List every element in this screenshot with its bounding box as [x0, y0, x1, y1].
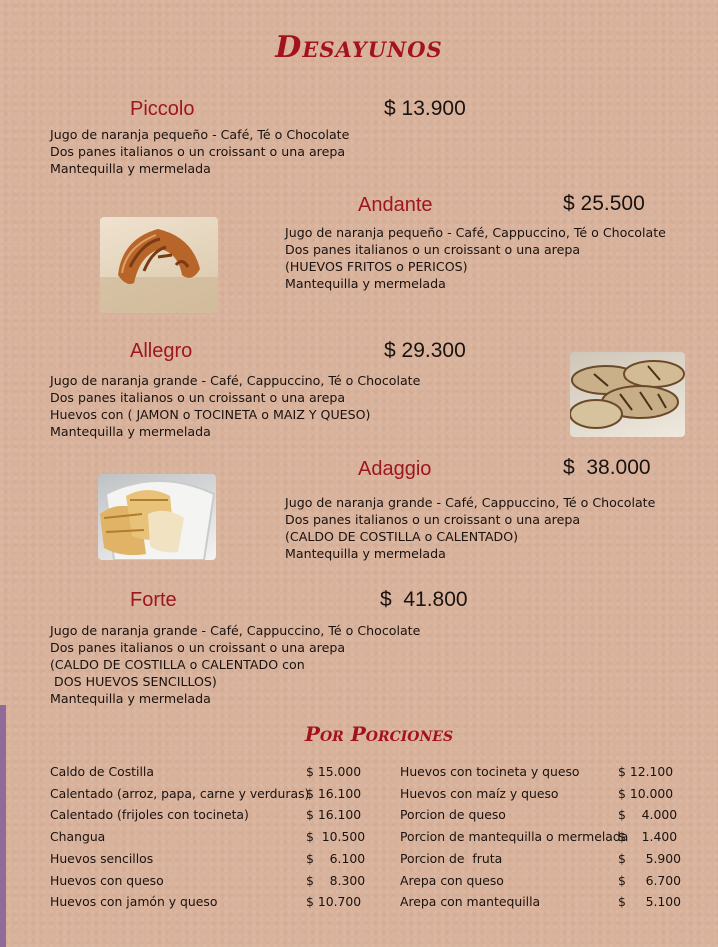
porcion-item: Arepa con queso [400, 873, 504, 888]
dish-description-allegro [50, 372, 420, 440]
description-line: (CALDO DE COSTILLA o CALENTADO) [285, 529, 519, 544]
porcion-item: Porcion de queso [400, 807, 506, 822]
page-title: Desayunos [275, 30, 443, 65]
dish-price-allegro: $ 29.300 [384, 339, 466, 362]
porcion-price: $ 10.700 [306, 894, 362, 909]
porcion-price: $ 10.500 [306, 829, 366, 844]
porcion-item: Caldo de Costilla [50, 764, 154, 779]
porcion-item: Changua [50, 829, 106, 844]
description-line: Dos panes italianos o un croissant o una arepa [50, 144, 346, 159]
porcion-item: Porcion de mantequilla o mermelada [400, 829, 629, 844]
porcion-price: $ 16.100 [306, 807, 362, 822]
porcion-price: $ 6.100 [306, 851, 366, 866]
description-line: Huevos con ( JAMON o TOCINETA o MAIZ Y QUESO) [50, 407, 371, 422]
description-line: Jugo de naranja grande - Café, Cappuccino, Té o Chocolate [50, 623, 421, 638]
dish-name-piccolo: Piccolo [130, 98, 195, 120]
description-line: (CALDO DE COSTILLA o CALENTADO con [50, 657, 305, 672]
porcion-price: $ 4.000 [618, 807, 678, 822]
porcion-price: $ 16.100 [306, 786, 362, 801]
porcion-price: $ 12.100 [618, 764, 674, 779]
porcion-item: Calentado (frijoles con tocineta) [50, 807, 249, 822]
description-line: Jugo de naranja grande - Café, Cappuccino, Té o Chocolate [50, 373, 421, 388]
porcion-price: $ 5.100 [618, 894, 682, 909]
dish-price-adaggio: $ 38.000 [563, 456, 651, 479]
dish-name-forte: Forte [130, 589, 177, 611]
porcion-item: Huevos con maíz y queso [400, 786, 559, 801]
description-line: Mantequilla y mermelada [285, 546, 446, 561]
porcion-price: $ 6.700 [618, 873, 682, 888]
arepas-photo [570, 352, 685, 437]
description-line: Jugo de naranja pequeño - Café, Té o Chocolate [50, 127, 350, 142]
dish-name-adaggio: Adaggio [358, 458, 432, 480]
dish-description-forte [50, 622, 420, 707]
dish-description-adaggio [285, 494, 655, 562]
description-line: Mantequilla y mermelada [50, 161, 211, 176]
porcion-item: Huevos con tocineta y queso [400, 764, 580, 779]
croissant-photo [100, 217, 218, 313]
porcion-price: $ 15.000 [306, 764, 362, 779]
dish-name-andante: Andante [358, 194, 433, 216]
porciones-title: Por Porciones [304, 722, 454, 746]
bread-basket-photo [98, 474, 216, 560]
description-line: (HUEVOS FRITOS o PERICOS) [285, 259, 468, 274]
description-line: Jugo de naranja grande - Café, Cappuccino, Té o Chocolate [285, 495, 656, 510]
description-line: Mantequilla y mermelada [50, 691, 211, 706]
porcion-price: $ 10.000 [618, 786, 674, 801]
porcion-item: Porcion de fruta [400, 851, 503, 866]
porcion-item: Huevos con queso [50, 873, 164, 888]
dish-price-piccolo: $ 13.900 [384, 97, 466, 120]
porcion-price: $ 1.400 [618, 829, 678, 844]
dish-description-andante [285, 224, 666, 292]
porcion-item: Huevos sencillos [50, 851, 154, 866]
porcion-item: Arepa con mantequilla [400, 894, 541, 909]
dish-price-forte: $ 41.800 [380, 588, 468, 611]
dish-price-andante: $ 25.500 [563, 192, 645, 215]
description-line: Dos panes italianos o un croissant o una arepa [285, 242, 581, 257]
description-line: Mantequilla y mermelada [285, 276, 446, 291]
dish-description-piccolo [50, 126, 349, 177]
porcion-price: $ 8.300 [306, 873, 366, 888]
description-line: Dos panes italianos o un croissant o una arepa [50, 390, 346, 405]
description-line: Mantequilla y mermelada [50, 424, 211, 439]
dish-name-allegro: Allegro [130, 340, 193, 362]
porcion-price: $ 5.900 [618, 851, 682, 866]
porcion-item: Huevos con jamón y queso [50, 894, 218, 909]
porcion-item: Calentado (arroz, papa, carne y verduras) [50, 786, 310, 801]
description-line: DOS HUEVOS SENCILLOS) [50, 674, 217, 689]
description-line: Jugo de naranja pequeño - Café, Cappuccino, Té o Chocolate [285, 225, 666, 240]
description-line: Dos panes italianos o un croissant o una arepa [285, 512, 581, 527]
description-line: Dos panes italianos o un croissant o una arepa [50, 640, 346, 655]
